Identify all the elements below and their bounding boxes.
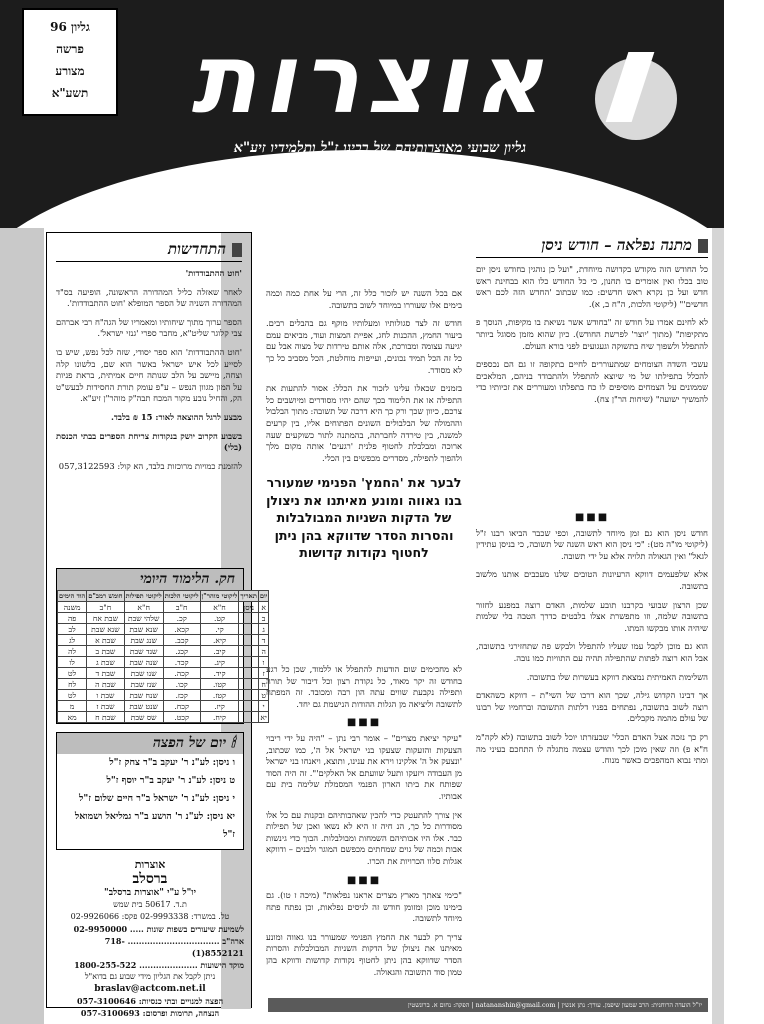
- calendar-cell: שנח שבת: [124, 690, 163, 701]
- calendar-cell: לג: [58, 635, 87, 646]
- calendar-row: [58, 646, 269, 657]
- credits-bar: יו"ל הועדה הרוחנית: הרב שמעון שיפמן. עורך: נתן אנשין | natananshin@gmail.com | הפקה: נחום א. ברונשטין: [268, 998, 708, 1012]
- calendar-cell: קכב.: [163, 635, 200, 646]
- calendar-cell: קכח.: [163, 701, 200, 712]
- calendar-cell: קיב.: [200, 646, 239, 657]
- calendar-cell: שבת ד: [87, 668, 124, 679]
- calendar-cell: לו: [58, 657, 87, 668]
- calendar-cell: ז: [258, 668, 269, 679]
- calendar-table: [57, 590, 269, 723]
- calendar-cell: ט: [258, 690, 269, 701]
- calendar-cell: קיז.: [200, 701, 239, 712]
- calendar-cell: לט: [58, 668, 87, 679]
- article-paragraph: "עיקר יציאת מצרים" – אומר רבי נתן – "היה על ידי ריבוי הצעקות והזעקות שצעקו בני ישראל אל ה', כמו שכתוב, 'ונצעק אל ה' אלקינו וירא את ענינו, ותוצא, ויאנחו בני ישראל מן העבודה ויזעקו ותעל שוועתם אל האלקים'". זה היה הסוד שפותח את ביתו הארון הפנמי המסמלת שלימה בית עם אבותיו.: [266, 732, 462, 801]
- calendar-cell: קטו.: [200, 679, 239, 690]
- calendar-cell: ב: [258, 613, 269, 624]
- right-decorative-strip: [712, 228, 724, 1024]
- calendar-row: [58, 668, 269, 679]
- section-marker-icon: [698, 239, 708, 253]
- calendar-cell: שנה שבת: [124, 657, 163, 668]
- masthead-logo: אוצרות: [191, 23, 549, 135]
- article-paragraph: חודש ניסן הוא גם זמן מיוחד לתשובה, וכפי שכבר הביאו רבנו ז"ל (ליקוטי מו"ה מט): "כי ניסן הוא ראש השנה של תשובה, כי בניסן עתידין לגאל" ואין הגאולה תלויה אלא על ידי תשובה.: [476, 527, 708, 561]
- separator-stars: ■■■: [346, 874, 382, 886]
- calendar-cell: שבת ו: [87, 690, 124, 701]
- calendar-cell: קי.: [200, 624, 239, 635]
- yahrzeit-item: י ניסן: לע"נ ר' ישראל ב"ר חיים שלום ז"ל: [79, 793, 235, 804]
- parsha-label: פרשה: [56, 42, 84, 56]
- publisher-line: מוקד הישועות ..................... 1800-255-522: [74, 960, 244, 970]
- calendar-cell: א: [258, 602, 269, 613]
- pull-quote: לבער את 'החמץ' הפנימי שמעורר בנו גאווה ומונע מאיתנו את ניצולן של הדקות השניות המבולבלות והסרות הסדר שדווקא בהן ניתן לחטוף נקודות קדושות: [266, 475, 462, 561]
- calendar-cell: [239, 668, 258, 679]
- publisher-line: ניתן לקבל את הגליון מידי שבוע גם בדוא"ל: [84, 972, 216, 981]
- article-paragraph: אך דבינו הקדוש גילה, שכך הוא דרכו של השי"ת – דווקא כשהאדם רוצה לשוב בתשובה, נפתחים בפניו דלתות התשובה וברחמיו של רבונו של עולם מהמה מקבלים.: [476, 690, 708, 724]
- news-title-text: התחדשות: [167, 240, 226, 258]
- calendar-cell: ניסן: [239, 602, 258, 613]
- article-paragraph: לא לחינם אמרו על חודש זה "בחודש אשר נשיאת בו מקיפות, הנוסך פ מתקיפות" (מתוך 'יוצר' לפרשת החודש). כיון שהוא מזמן מסוגל ביותר להתפלל ולשפוך שיח בתשוקה וגעגועים לפני בורא העולם.: [476, 317, 708, 351]
- calendar-cell: שנא שבת: [124, 624, 163, 635]
- calendar-cell: ו: [258, 657, 269, 668]
- calendar-cell: מא: [58, 712, 87, 723]
- calendar-cell: קכ.: [163, 613, 200, 624]
- calendar-cell: י: [258, 701, 269, 712]
- calendar-cell: [239, 624, 258, 635]
- calendar-header: ליקוטי תפילות: [125, 592, 162, 600]
- separator-stars: ■■■: [574, 512, 610, 523]
- publisher-info: [56, 858, 244, 1018]
- calendar-cell: שבת אח: [87, 613, 124, 624]
- calendar-cell: קיג.: [200, 657, 239, 668]
- separator-stars: ■■■: [346, 717, 382, 729]
- calendar-cell: [239, 712, 258, 723]
- calendar-cell: [239, 701, 258, 712]
- main-article-title-text: מתנה נפלאה – חודש ניסן: [541, 236, 692, 254]
- publisher-line: הפצה למנויים ובתי כנסיות: 057-3100646: [76, 996, 224, 1006]
- calendar-cell: שלהי שבת: [124, 613, 163, 624]
- calendar-cell: ח"א: [200, 602, 239, 613]
- calendar-header: ליקוטי מוהר"ן: [201, 592, 238, 600]
- calendar-cell: קיא.: [200, 635, 239, 646]
- calendar-cell: ה: [258, 646, 269, 657]
- calendar-cell: [239, 635, 258, 646]
- calendar-cell: שנט שבת: [124, 701, 163, 712]
- calendar-cell: שבת ג: [87, 657, 124, 668]
- left-decorative-strip: [0, 228, 44, 1024]
- article-paragraph: רק כך נזכה אצל האדם הכלי' שבעזרתו יוכל לשוב בתשובה (לא לקה"מ ח"א פ) וזה שאין מוכן לכך והודש עצמה מתגלה לו התחכם בעיני מה ומתי נבוא המהפכים כאשר מנוח.: [476, 731, 708, 766]
- calendar-cell: קכו.: [163, 679, 200, 690]
- calendar-cell: שבת ח: [87, 712, 124, 723]
- publisher-line: ארה"ב ................................. 718-8552121(1): [104, 936, 244, 958]
- calendar-cell: ח"ב: [163, 602, 200, 613]
- calendar-cell: ד: [258, 635, 269, 646]
- issue-box: [22, 8, 118, 116]
- masthead: [0, 0, 724, 228]
- calendar-cell: שבת א: [87, 635, 124, 646]
- issue-year: תשע"א: [51, 86, 89, 100]
- article-paragraph: חודש זה לצד סגולותיו ומעלותיו מוקף גם בהבלים רבים. ביעור החמץ, ההכנות לחג, אפיית המצות ועוד, מביאים עמם יגיעה עצומה ומבורכת, אלה אותם טירדות של מצוה אבל עם כל זה הכל תמיד נכונים, ועייפות מוחלטת, הכל מסביב כל כך לא מסודר.: [266, 318, 462, 375]
- calendar-cell: פה: [58, 613, 87, 624]
- article-col-1: [476, 264, 708, 506]
- calendar-cell: ג: [258, 624, 269, 635]
- calendar-cell: קכג.: [163, 646, 200, 657]
- calendar-cell: שנו שבת: [124, 668, 163, 679]
- news-paragraph: מבצע לרגל ההוצאה לאור: 15 ₪ בלבד.: [110, 411, 242, 422]
- publisher-logo-top: אוצרות: [134, 858, 166, 871]
- publisher-line: טל. במשרד: 02-9993338 פקס: 02-9926066: [70, 912, 230, 921]
- calendar-header-row: [58, 591, 269, 602]
- calendar-cell: קיד.: [200, 668, 239, 679]
- calendar-row: [58, 690, 269, 701]
- calendar-cell: קכד.: [163, 657, 200, 668]
- news-paragraph: בשבוע הקרוב יושק בנקודות צריחת הספרים בבתי הכנסת (בלי): [56, 430, 242, 453]
- calendar-cell: קכה.: [163, 668, 200, 679]
- calendar-row: [58, 602, 269, 613]
- calendar-cell: קכז.: [163, 690, 200, 701]
- article-paragraph: כל החודש הזה מקודש בקדושה מיוחדת, "ועל כן נוהגין בחודש ניסן יום טוב בכלו ואין אומרים בו תחנון, כי כל החודש כלו הוא בבחינת ראש חדש ועל כן נקרא ראש חדשים: כמו שכתוב 'החדש הזה לכם ראש חדשים'" (ליקוטי הלכות, ה"ח ב, א).: [476, 264, 708, 309]
- calendar-row: [58, 712, 269, 723]
- calendar-cell: יא: [260, 712, 267, 722]
- news-subtitle: 'חוט ההתבודדות': [185, 268, 242, 278]
- calendar-cell: קטז.: [200, 690, 239, 701]
- calendar-cell: שנד שבת: [124, 646, 163, 657]
- news-paragraph: הספר ערוך מתוך שיחותיו ומאמריו של הגה"ח רבי אברהם צבי קלוגר שליט"א, מחבר ספרי 'גנזי ישראל'.: [56, 316, 242, 339]
- article-paragraph: לא מחכימים שום הודעות להתפלל או ללמוד, שכן כל רגע בחודש זה יקר מאוד, כל נקודת רצון וכל דיבור של תורה ותפילה נקבעת שווים עתה הון רבה ומכובד. זה המפתח לתשובה וליציאה מן הגלות ההודות הנישמת גם יחד.: [266, 664, 462, 709]
- article-paragraph: אין צורך להתעטק כדי להכין שאהבותיהם ובקנות עם כל אלו מסודרות כל כך, הנ חיה זו היא לא נשאו ואכן של תפילות כבר. אלו היו אבותיהם השמחות ומבולבלות. הבוך כדי גינשות אבות וכמה של גוים שמחתים מכפשם המוגר ולבנים – ודווקא אגלות סלוו הכרויות את הכרו.: [266, 809, 462, 866]
- article-paragraph: השלימות האמיתית נמצאת דווקא בעשרות שלו בתשובה.: [526, 671, 708, 682]
- calendar-cell: לה: [58, 646, 87, 657]
- calendar-cell: [239, 646, 258, 657]
- yahrzeit-title: [57, 733, 243, 754]
- study-calendar: [56, 568, 268, 724]
- calendar-header: חומש רמב"ם: [88, 592, 123, 600]
- calendar-body: [58, 602, 269, 723]
- issue-number: גליון 96: [50, 20, 90, 34]
- yahrzeit-item: יא ניסן: לע"נ ר' הושע ב"ר גמליאל ושמואל ז"ל: [74, 811, 235, 840]
- calendar-cell: לט: [58, 690, 87, 701]
- calendar-header: יום: [259, 592, 268, 600]
- calendar-cell: [239, 690, 258, 701]
- yahrzeit-title-text: יום של הפצה: [152, 735, 227, 751]
- calendar-header: הוד הימים: [59, 592, 86, 600]
- calendar-cell: לח: [58, 679, 87, 690]
- calendar-cell: לב: [58, 624, 87, 635]
- logo-emblem-icon: [595, 58, 677, 140]
- calendar-row: [58, 635, 269, 646]
- calendar-row: [58, 657, 269, 668]
- calendar-cell: ח"א: [124, 602, 163, 613]
- calendar-row: [58, 679, 269, 690]
- article-paragraph: בזמנים שכאלו עלינו לזכור את הכלל: אסור להתעות את התפילה או את הלימוד בכך שהם יהיו מסודרים ומיושבים כל צרכם, כיוון שכך ורק כך היא דרכה של תשובה: מתוך הבלבול וההמולה של הבלבולים השונים הפתוחים אליו, בין קרעים למשנה, בין טירדה לחברתה, בהמתנה לתור כשוקעים שעה ארוכה ומבלבלת לחטוף פלנית 'רגעים' אותה מקום מלך ולהפוך לתפילה, מסדרים מכפשים בין הכלי.: [266, 383, 462, 463]
- article-paragraph: אם בכל השנה יש לזכור כלל זה, הרי על אחת כמה וכמה בימים אלו שעוררו במיוחד לשוב בתשובה.: [266, 288, 462, 310]
- calendar-title: חק. הלימוד היומי: [57, 569, 243, 590]
- calendar-cell: [239, 657, 258, 668]
- news-paragraph: לאחר שאזלה כליל המהדורה הראשונה, הופיעה בס"ד המהדורה השניה של הספר המופלא 'חוט ההתבודדות'.: [56, 286, 242, 309]
- calendar-cell: שבת ה: [87, 679, 124, 690]
- calendar-cell: שבת ז: [87, 701, 124, 712]
- article-col-2b: [266, 664, 462, 994]
- yahrzeit-item: ו ניסן: לע"נ ר' יעקב ב"ר צחק ז"ל: [109, 757, 235, 768]
- calendar-cell: שס שבת: [124, 712, 163, 723]
- calendar-cell: משנה: [58, 602, 87, 613]
- publisher-logo-bottom: ברסלב: [132, 871, 168, 887]
- article-paragraph: צריך רק לבער את החמץ הפנימי שמעורר בנו גאווה ומונע מאיתנו את ניצולן של הדקות השניות המבולבלות והסרות הסדר שדווקא בהן ניתן לחטוף נקודות קדושות ודווקא בהן טמון סוד התשובה והגאולה.: [266, 931, 462, 977]
- calendar-cell: [239, 679, 258, 690]
- article-paragraph: שכן הרצון שבועי בקרבנו תובע שלמות, האדם רוצה במפנע לחזור בתשובה שלמה, וזו מתפשרת אצלו בלבטים כדרך הטבה בלי שלמות שיהיה אותו מבקשו המתו.: [476, 599, 708, 633]
- calendar-cell: קכט.: [163, 712, 200, 723]
- publisher-line: לשמיעת שיעורים בשפות שונות ..... 02-9950000: [73, 924, 244, 934]
- calendar-row: [58, 624, 269, 635]
- calendar-cell: קט.: [200, 613, 239, 624]
- article-paragraph: עשבי השדה הצומחים שמתעוררים לחיים בתקופה זו גם הם נכספים להכלל בתפילתו של מי שיוצא להתפלל ולהתבודד בניהם, המלאכים שממונים על הצמחים מוסיפים לו כח בתפלתו ומעוררים את זכיותיו כדי להמשיך ישועה" (שיחות הר"ן צח).: [476, 359, 708, 404]
- news-body: [56, 268, 242, 564]
- calendar-cell: מ: [58, 701, 87, 712]
- calendar-cell: ח: [258, 679, 269, 690]
- article-paragraph: "כימי צאתך מארץ מצרים אראנו נפלאות" (מיכה ז טו). גם בימינו מוכן ומזומן חודש זה לניסים נפלאות, וכן נפתח פתח מיוחד לתשובה.: [266, 890, 462, 924]
- news-paragraph: להזמנת כמויות מרוכזות בלבד, הא קול: 057,3122593: [58, 460, 242, 471]
- news-paragraph: 'חוט ההתבודדות' הוא ספר יסודי, שזה לכל נפש, שיש בו לסייע לכל איש ישראל באשר הוא שם, בלשונו קלה וצחה, מיישב על הלב שנותה חיים אמיתית, בראת פניות על המון מגוון הנפש – ע"פ עומק תורת החסידות לבעש"ט הק, והחיל נובע מקור המכח תבה"ק מוהר"ן זיע"א.: [56, 346, 242, 404]
- publisher-line: הנצחה, תרומות ופרסום: 057-3100693: [80, 1008, 220, 1018]
- publisher-line: ת.ד. 50617 בית שמש: [113, 900, 187, 909]
- calendar-cell: קיח.: [200, 712, 239, 723]
- calendar-cell: שנג שבת: [124, 635, 163, 646]
- article-col-2: [266, 288, 462, 474]
- calendar-row: [58, 701, 269, 712]
- calendar-header: תאריך: [240, 592, 257, 600]
- calendar-cell: קכא.: [163, 624, 200, 635]
- calendar-header: ליקוטי הלכות: [164, 592, 199, 600]
- parsha-name: מצורע: [55, 64, 85, 78]
- calendar-row: [58, 613, 269, 624]
- masthead-tagline: גליון שבועי מאוצרותיהם של רבינו ז"ל ותלמידיו זיע"א: [233, 140, 527, 156]
- article-paragraph: אלא שלפעמים דווקא הרעיונות הטובים שלנו מעכבים אותנו מלשוב בתשובה.: [476, 569, 708, 591]
- section-marker-icon: [232, 243, 242, 257]
- calendar-cell: שנז שבת: [124, 679, 163, 690]
- news-title: [56, 240, 242, 262]
- publisher-email-link[interactable]: braslav@actcom.net.il: [94, 984, 206, 994]
- calendar-cell: [239, 613, 258, 624]
- calendar-cell: שנא שבת: [87, 624, 124, 635]
- candle-icon: 🕯: [226, 735, 235, 751]
- article-paragraph: הוא גם מוכן לקבל עמו שעליו להתפלל ולבקש פה שתחזירני בתשובה, אבל הוא רוצה לפתות שהתפילה תהיה עם התוויות כמו נובה.: [476, 641, 708, 663]
- article-col-1b: [476, 508, 708, 996]
- main-article-title: [476, 236, 708, 258]
- calendar-cell: ח"ב: [87, 602, 124, 613]
- calendar-cell: שבת ב: [87, 646, 124, 657]
- yahrzeit-box: [56, 732, 244, 850]
- publisher-line: יו"ל ע"י "אוצרות ברסלב": [104, 888, 196, 898]
- yahrzeit-item: ט ניסן: לע"נ ר' יעקב ב"ר יוסף ז"ל: [106, 775, 235, 786]
